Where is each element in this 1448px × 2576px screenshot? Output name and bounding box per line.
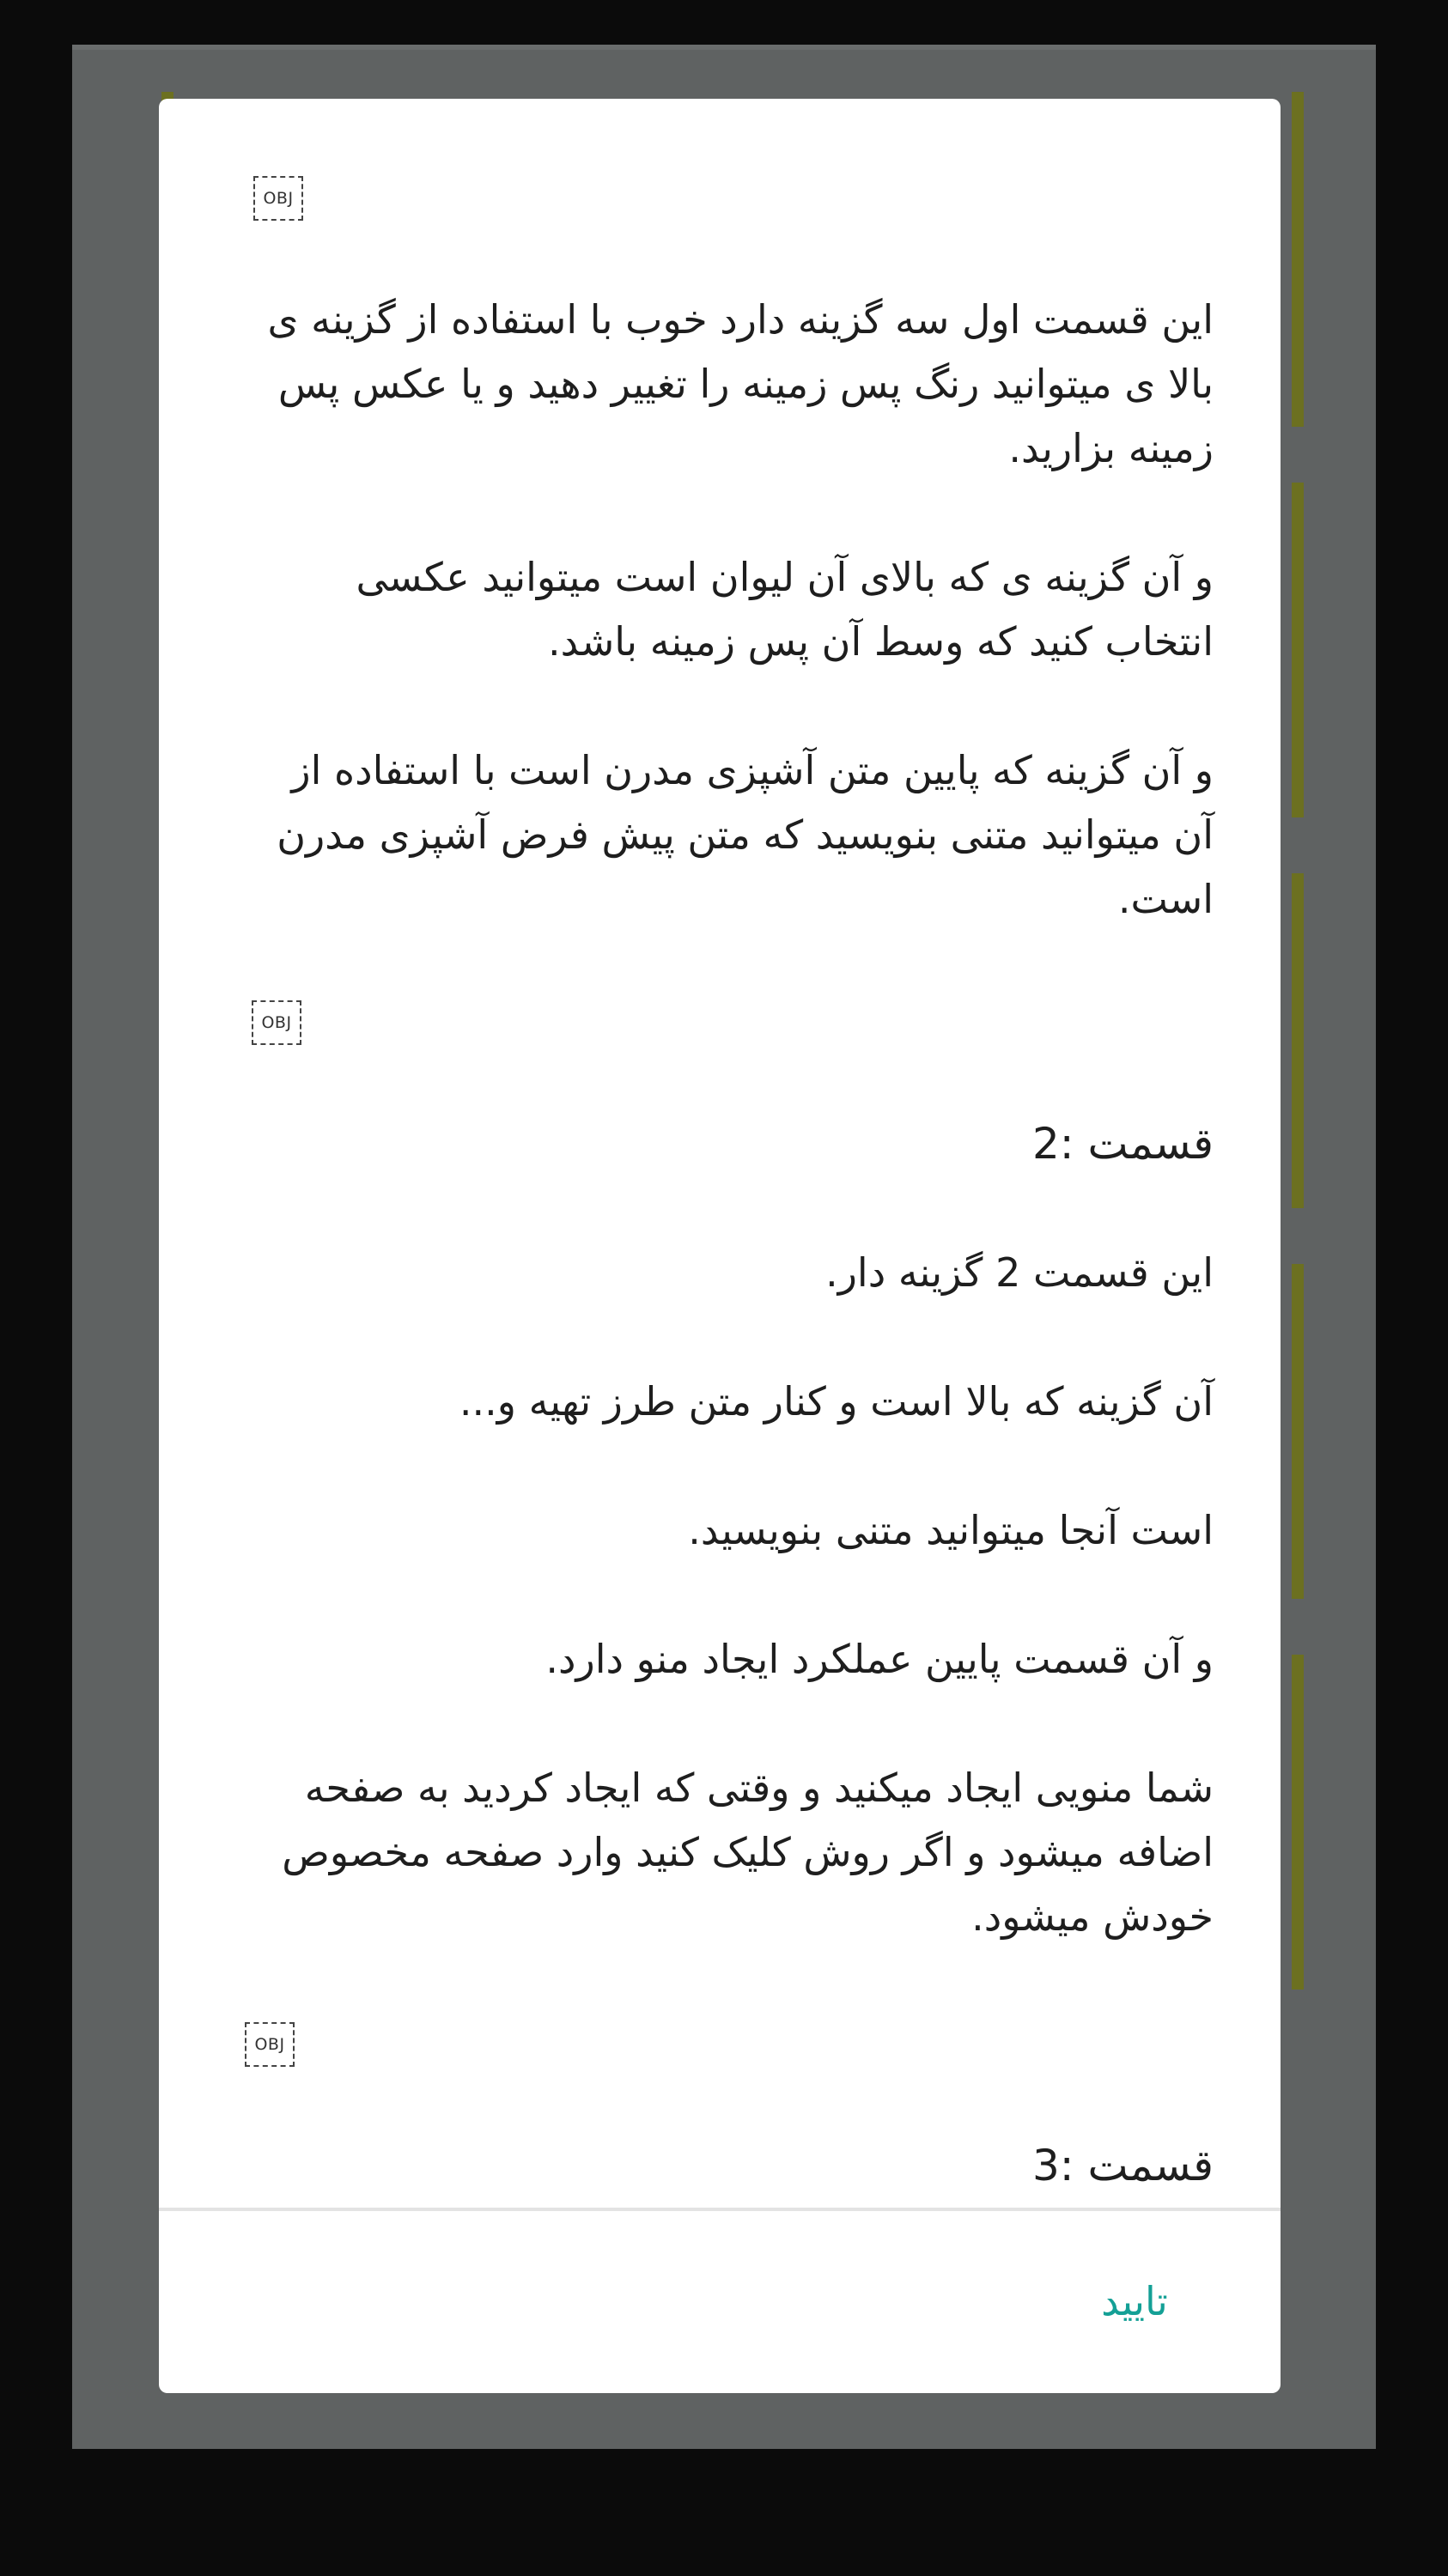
section1-paragraph-2: و آن گزینه ی که بالای آن لیوان است میتوانید عکسی انتخاب کنید که وسط آن پس زمینه باشد.: [356, 554, 1214, 665]
section2-paragraph-3: است آنجا میتوانید متنی بنویسید.: [688, 1507, 1214, 1553]
section2-paragraph-4: و آن قسمت پایین عملکرد ایجاد منو دارد.: [545, 1636, 1214, 1682]
dialog-divider: [159, 2208, 1281, 2211]
image-placeholder-icon: OBJ: [245, 2022, 295, 2067]
section3-title: قسمت :3: [1031, 2141, 1214, 2190]
section2-paragraph-2: آن گزینه که بالا است و کنار متن طرز تهیه و...: [459, 1378, 1214, 1425]
image-placeholder-icon: OBJ: [252, 1000, 301, 1045]
section2-title: قسمت :2: [1031, 1119, 1214, 1169]
section2-paragraph-1: این قسمت 2 گزینه دار.: [825, 1249, 1214, 1296]
section1-paragraph-3: و آن گزینه که پایین متن آشپزی مدرن است با استفاده از آن میتوانید متنی بنویسید که متن پیش فرض آشپزی مدرن است.: [277, 747, 1214, 922]
section1-paragraph-1: این قسمت اول سه گزینه دارد خوب با استفاده از گزینه ی بالا ی میتوانید رنگ پس زمینه را تغییر دهید و یا عکس پس زمینه بزارید.: [267, 296, 1214, 471]
confirm-button[interactable]: تایید: [1101, 2278, 1168, 2324]
help-dialog: [159, 99, 1281, 2393]
dialog-scroll-content[interactable]: [159, 99, 1281, 2208]
image-placeholder-icon: OBJ: [253, 176, 303, 221]
top-strip: [72, 45, 1376, 50]
navigation-bar: [72, 2449, 1376, 2576]
section2-paragraph-5: شما منویی ایجاد میکنید و وقتی که ایجاد کردید به صفحه اضافه میشود و اگر روش کلیک کنید وارد صفحه مخصوص خودش میشود.: [282, 1765, 1214, 1940]
